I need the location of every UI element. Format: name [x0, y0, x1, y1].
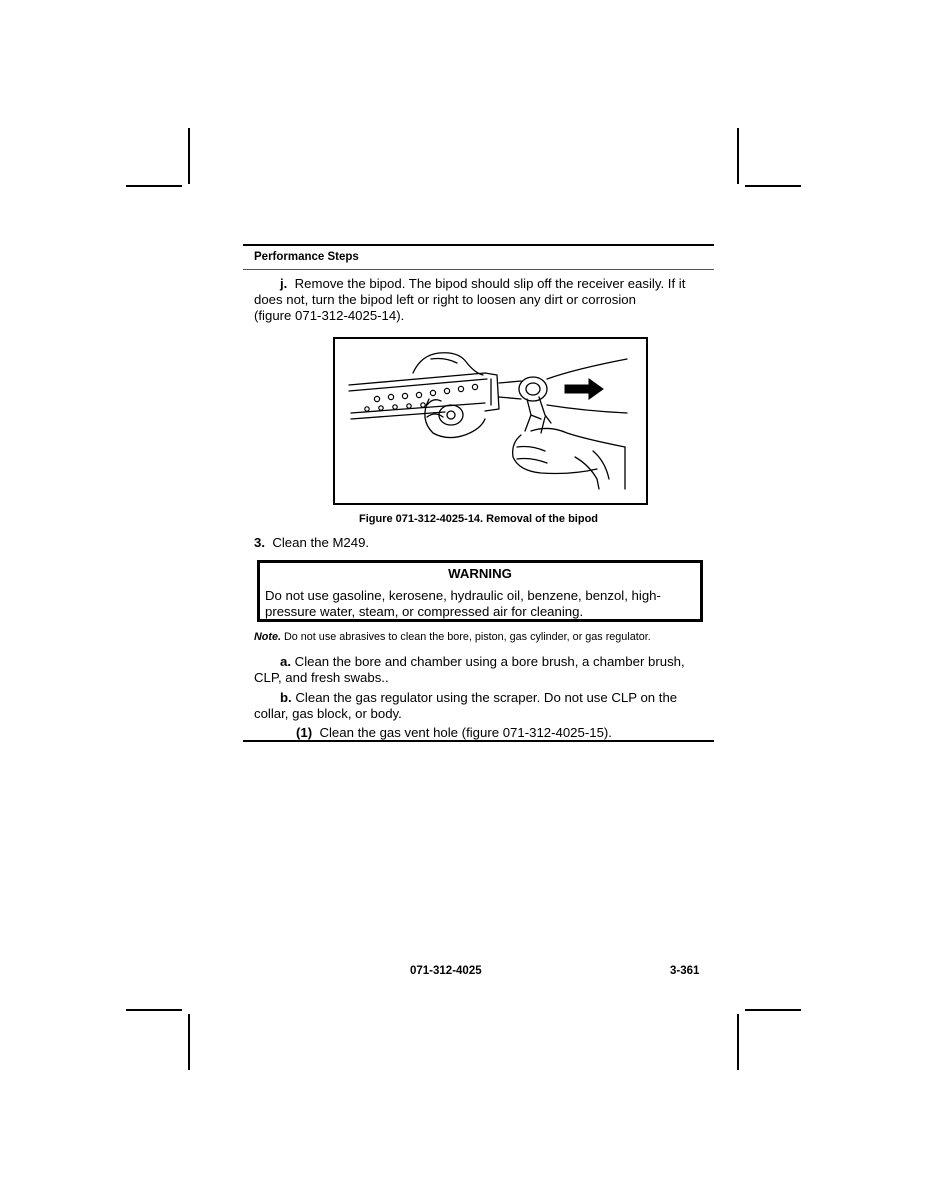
- footer-task-number: 071-312-4025: [410, 965, 482, 977]
- step-b-line-1: Clean the gas regulator using the scraper. Do not use CLP on the: [295, 690, 678, 705]
- step-j-marker: j.: [280, 276, 288, 291]
- step-3-text: Clean the M249.: [272, 535, 370, 550]
- step-b-paragraph: [254, 690, 706, 722]
- step-b1-marker: (1): [296, 725, 313, 740]
- crop-mark-top-right-horizontal: [745, 185, 801, 187]
- crop-mark-bottom-right-vertical: [737, 1014, 739, 1070]
- step-3-paragraph: [254, 535, 706, 551]
- warning-title: WARNING: [448, 566, 512, 581]
- bipod-removal-illustration: [335, 339, 646, 503]
- crop-mark-top-left-vertical: [188, 128, 190, 184]
- step-3-marker: 3.: [254, 535, 265, 550]
- footer-page-number: 3-361: [670, 965, 700, 977]
- note-text: Do not use abrasives to clean the bore, piston, gas cylinder, or gas regulator.: [284, 631, 651, 643]
- crop-mark-top-left-horizontal: [126, 185, 182, 187]
- step-b1-paragraph: [254, 725, 706, 741]
- step-a-paragraph: [254, 654, 706, 686]
- crop-mark-top-right-vertical: [737, 128, 739, 184]
- step-b1-text: Clean the gas vent hole (figure 071-312-4025-15).: [319, 725, 612, 740]
- step-a-marker: a.: [280, 654, 291, 669]
- note-label: Note.: [254, 631, 281, 643]
- step-b-marker: b.: [280, 690, 292, 705]
- step-a-line-1: Clean the bore and chamber using a bore brush, a chamber brush,: [294, 654, 685, 669]
- bottom-rule: [243, 740, 714, 742]
- section-title: Performance Steps: [254, 251, 359, 263]
- direction-arrow-icon: [565, 379, 603, 399]
- section-header: [243, 244, 714, 270]
- step-j-line-2: does not, turn the bipod left or right to loosen any dirt or corrosion: [254, 291, 636, 307]
- step-j-line-1: Remove the bipod. The bipod should slip off the receiver easily. If it: [294, 276, 686, 291]
- warning-line-2: pressure water, steam, or compressed air for cleaning.: [265, 603, 584, 619]
- warning-text: [265, 588, 695, 620]
- figure-caption: Figure 071-312-4025-14. Removal of the bipod: [358, 513, 599, 525]
- figure-bipod-removal: [333, 337, 648, 505]
- crop-mark-bottom-right-horizontal: [745, 1009, 801, 1011]
- warning-box: [257, 560, 703, 622]
- crop-mark-bottom-left-horizontal: [126, 1009, 182, 1011]
- step-b-line-2: collar, gas block, or body.: [254, 705, 402, 721]
- step-a-line-2: CLP, and fresh swabs..: [254, 669, 389, 685]
- step-j-line-3: (figure 071-312-4025-14).: [254, 307, 405, 323]
- note: [254, 631, 714, 643]
- step-j-paragraph: [254, 276, 706, 323]
- warning-line-1: Do not use gasoline, kerosene, hydraulic oil, benzene, benzol, high-: [265, 588, 661, 603]
- crop-mark-bottom-left-vertical: [188, 1014, 190, 1070]
